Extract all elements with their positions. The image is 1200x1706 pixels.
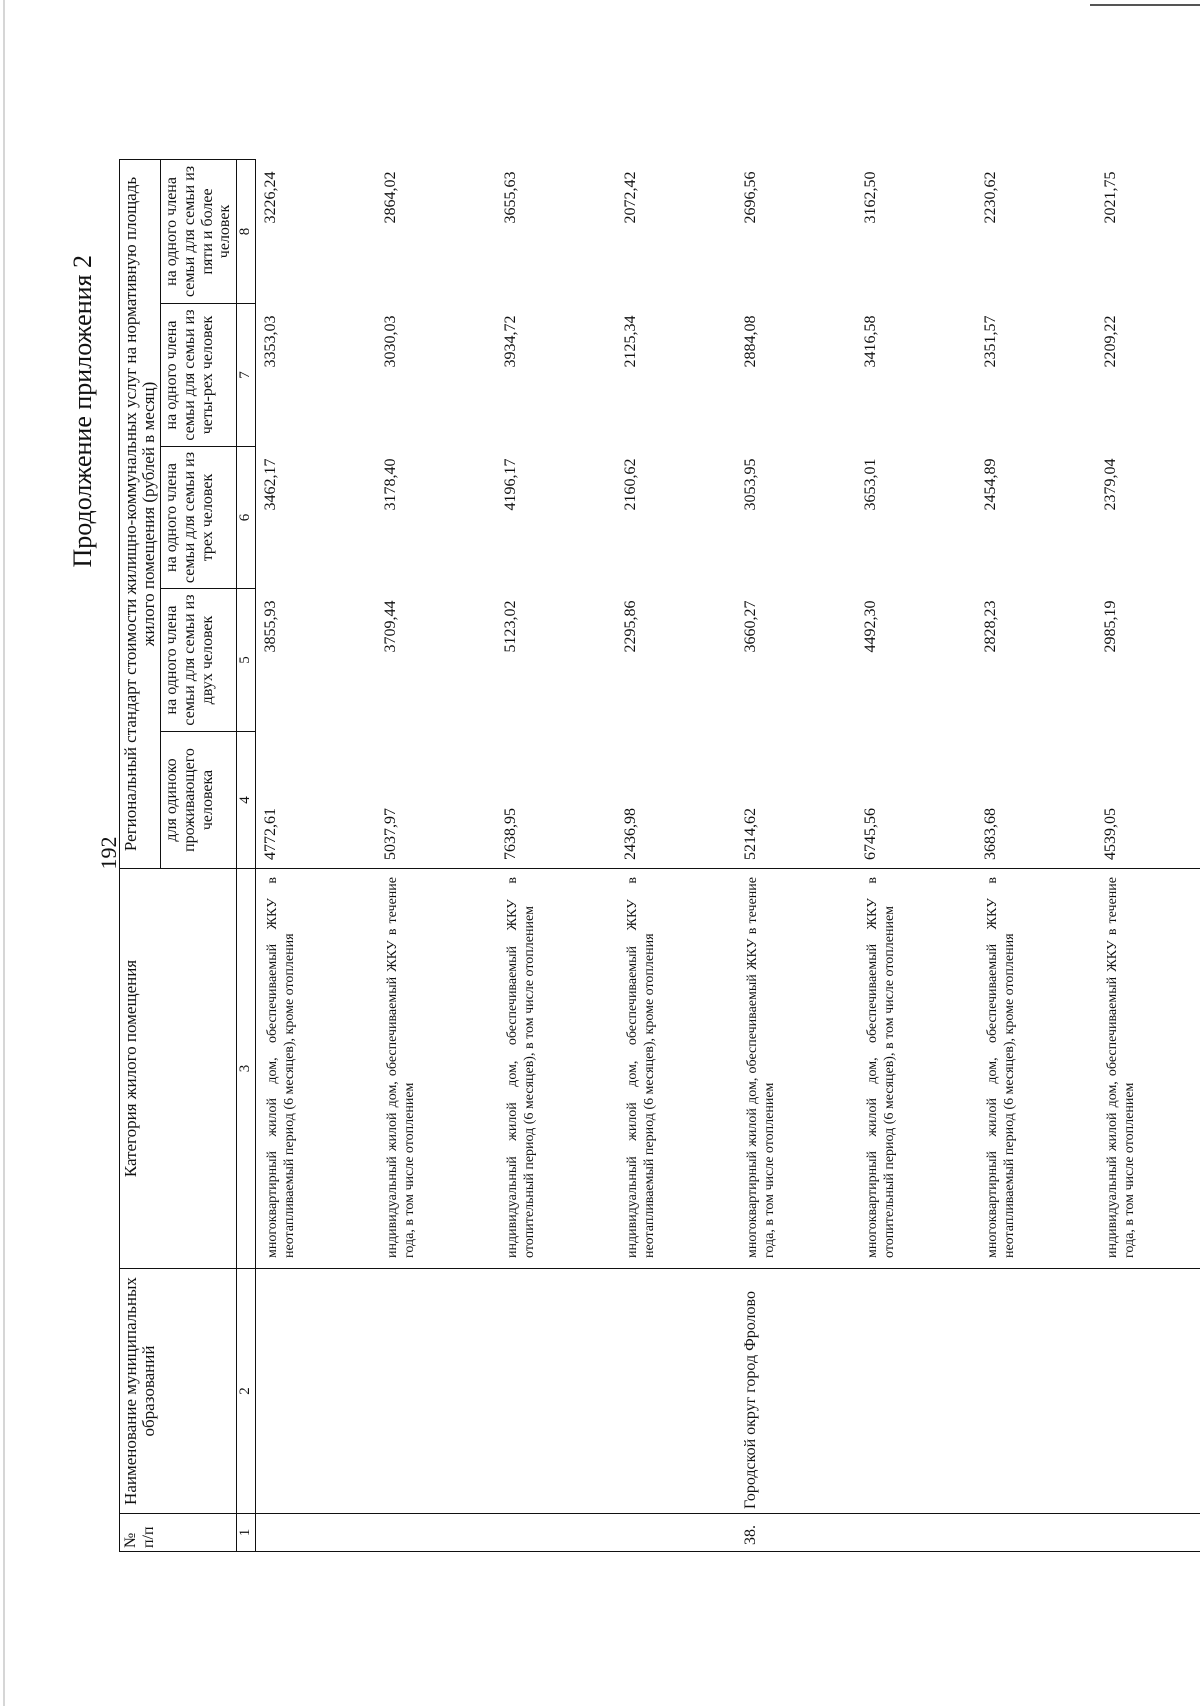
tariff-table — [119, 159, 1200, 1552]
row-municipality — [256, 1269, 377, 1514]
value-family-3: 2379,04 — [1102, 458, 1120, 511]
row-category: индивидуальный жилой дом, обеспечиваемый ЖКУ в отопительный период (6 месяцев), в том числе отоплением — [496, 869, 616, 1269]
value-family-5: 3162,50 — [862, 171, 880, 224]
row-municipality: Городской округ город Фролово — [736, 1269, 856, 1514]
value-family-4: 3416,58 — [862, 315, 880, 368]
header-category: Категория жилого помещения — [120, 869, 237, 1269]
value-family-4: 3934,72 — [502, 315, 520, 368]
header-municipality: Наименование муниципальных образований — [120, 1269, 237, 1514]
row-category: многоквартирный жилой дом, обеспечиваемый ЖКУ в течение года, в том числе отоплением — [736, 869, 856, 1269]
continuation-title: Продолжение приложения 2 — [68, 255, 97, 568]
value-family-5: 2072,42 — [622, 171, 640, 224]
row-category: индивидуальный жилой дом, обеспечиваемый ЖКУ в течение года, в том числе отоплением — [376, 869, 496, 1269]
row-municipality — [1096, 1269, 1200, 1514]
row-category: многоквартирный жилой дом, обеспечиваемый ЖКУ в неотапливаемый период (6 месяцев), кроме отопления — [256, 869, 377, 1269]
value-family-2: 2828,23 — [982, 600, 1000, 653]
column-number: 3 — [237, 869, 256, 1269]
value-single: 4772,61 — [256, 732, 377, 869]
value-family-5: 2230,62 — [982, 171, 1000, 224]
table-row — [496, 159, 616, 1551]
value-family-5: 3226,24 — [262, 171, 280, 224]
header-family-3: на одного члена семьи для семьи из трех человек — [160, 447, 237, 589]
value-single: 4539,05 — [1096, 732, 1200, 869]
value-family-2: 2985,19 — [1102, 600, 1120, 653]
table-row — [856, 159, 976, 1551]
column-number: 7 — [237, 304, 256, 447]
column-number: 8 — [237, 159, 256, 303]
table-row — [976, 159, 1096, 1551]
header-num: № п/п — [120, 1514, 237, 1552]
value-family-5: 2021,75 — [1102, 171, 1120, 224]
value-family-4: 2125,34 — [622, 315, 640, 368]
value-family-3: 2160,62 — [622, 458, 640, 511]
table-row — [736, 159, 856, 1551]
table-row — [376, 159, 496, 1551]
value-single: 3683,68 — [976, 732, 1096, 869]
value-family-2: 3709,44 — [382, 600, 400, 653]
value-family-2: 4492,30 — [862, 600, 880, 653]
row-number — [1096, 1514, 1200, 1552]
row-municipality — [496, 1269, 616, 1514]
row-number — [616, 1514, 736, 1552]
value-family-2: 3660,27 — [742, 600, 760, 653]
value-single: 5037,97 — [376, 732, 496, 869]
row-number — [976, 1514, 1096, 1552]
value-family-4: 2209,22 — [1102, 315, 1120, 368]
value-single: 2436,98 — [616, 732, 736, 869]
column-number: 4 — [237, 732, 256, 869]
header-single: для одиноко проживающего человека — [160, 732, 237, 869]
row-category: многоквартирный жилой дом, обеспечиваемый ЖКУ в неотапливаемый период (6 месяцев), кроме отопления — [976, 869, 1096, 1269]
header-family-4: на одного члена семьи для семьи из четы-рех человек — [160, 304, 237, 447]
row-municipality — [856, 1269, 976, 1514]
value-single: 6745,56 — [856, 732, 976, 869]
value-family-2: 5123,02 — [502, 600, 520, 653]
header-family-2: на одного члена семьи для семьи из двух человек — [160, 589, 237, 732]
table-row — [616, 159, 736, 1551]
value-family-3: 3178,40 — [382, 458, 400, 511]
value-family-3: 2454,89 — [982, 458, 1000, 511]
header-family-5: на одного члена семьи для семьи из пяти и более человек — [160, 159, 237, 303]
page-number: 192 — [96, 836, 121, 870]
row-number — [856, 1514, 976, 1552]
value-family-4: 3353,03 — [262, 315, 280, 368]
value-family-5: 2864,02 — [382, 171, 400, 224]
value-family-3: 3053,95 — [742, 458, 760, 511]
table-row — [1096, 159, 1200, 1551]
column-number: 6 — [237, 447, 256, 589]
column-number: 5 — [237, 589, 256, 732]
value-family-3: 3462,17 — [262, 458, 280, 511]
row-number — [256, 1514, 377, 1552]
value-family-2: 2295,86 — [622, 600, 640, 653]
row-municipality — [616, 1269, 736, 1514]
column-number: 2 — [237, 1269, 256, 1514]
row-number: 38. — [736, 1514, 856, 1552]
row-municipality — [376, 1269, 496, 1514]
value-family-3: 3653,01 — [862, 458, 880, 511]
row-municipality — [976, 1269, 1096, 1514]
header-standard: Региональный стандарт стоимости жилищно-коммунальных услуг на нормативную площадь жилого помещения (рублей в месяц) — [120, 159, 161, 868]
value-family-5: 2696,56 — [742, 171, 760, 224]
row-number — [496, 1514, 616, 1552]
row-category: индивидуальный жилой дом, обеспечиваемый ЖКУ в неотапливаемый период (6 месяцев), кроме отопления — [616, 869, 736, 1269]
row-category: многоквартирный жилой дом, обеспечиваемый ЖКУ в отопительный период (6 месяцев), в том числе отоплением — [856, 869, 976, 1269]
value-family-5: 3655,63 — [502, 171, 520, 224]
value-family-4: 2351,57 — [982, 315, 1000, 368]
value-family-4: 3030,03 — [382, 315, 400, 368]
value-family-3: 4196,17 — [502, 458, 520, 511]
value-single: 5214,62 — [736, 732, 856, 869]
value-single: 7638,95 — [496, 732, 616, 869]
row-number — [376, 1514, 496, 1552]
row-category: индивидуальный жилой дом, обеспечиваемый ЖКУ в течение года, в том числе отоплением — [1096, 869, 1200, 1269]
column-number: 1 — [237, 1514, 256, 1552]
value-family-4: 2884,08 — [742, 315, 760, 368]
table-row — [256, 159, 377, 1551]
value-family-2: 3855,93 — [262, 600, 280, 653]
